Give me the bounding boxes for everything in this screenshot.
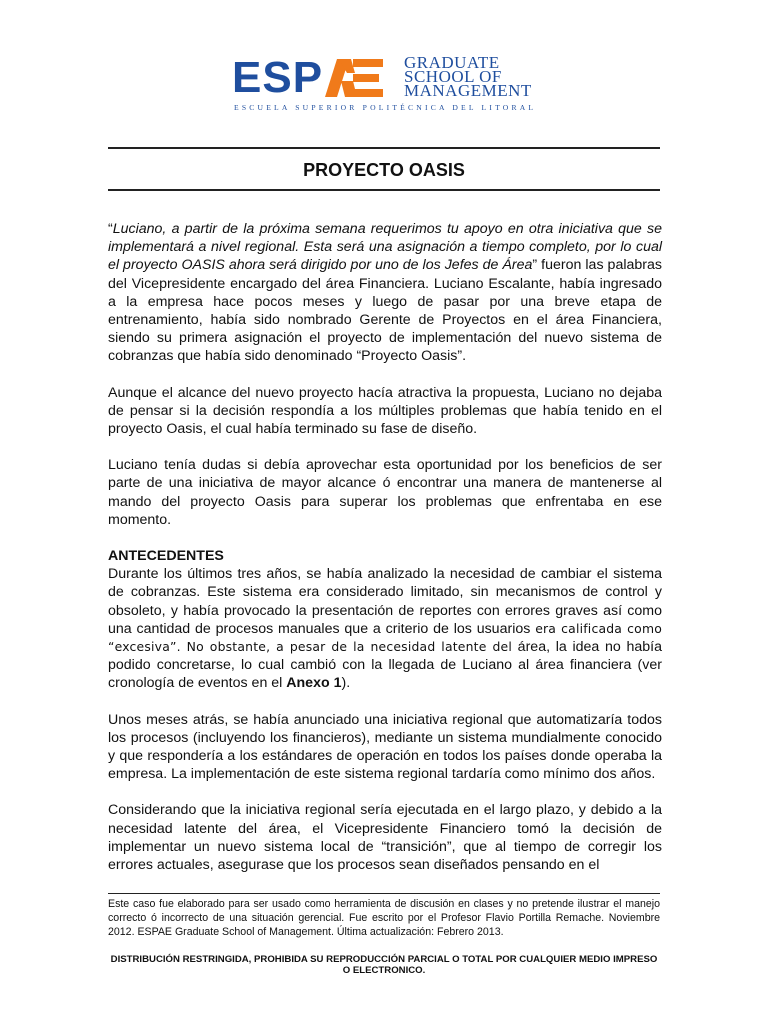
close-quote: ” bbox=[532, 257, 538, 274]
logo-school-line: SCHOOL OF bbox=[404, 67, 502, 86]
annex-reference: Anexo 1 bbox=[286, 675, 342, 692]
title-bottom-rule bbox=[108, 189, 660, 191]
ae-logo-mark-icon bbox=[325, 59, 383, 97]
title-top-rule bbox=[108, 147, 660, 149]
vp-quote: Luciano, a partir de la próxima semana requerimos tu apoyo en otra iniciativa que se implementará a nivel regional. Esta será una asignación a tiempo completo, por lo cual el proyecto OASIS ahora será dirigido por uno de los Jefes de Área bbox=[108, 221, 662, 274]
espae-logo bbox=[232, 53, 538, 118]
document-body bbox=[108, 220, 662, 892]
logo-school-line: MANAGEMENT bbox=[404, 81, 532, 100]
paragraph-transition: Considerando que la iniciativa regional sería ejecutada en el largo plazo, y debido a la necesidad latente del área, el Vicepresidente Financiero tomó la decisión de implementar un nuevo sistema local de “transición”, que al tiempo de corregir los errores actuales, asegurase que los procesos sean diseñados pensando en el bbox=[108, 802, 662, 874]
footnote: Este caso fue elaborado para ser usado como herramienta de discusión en clases y no pretende ilustrar el manejo correcto ó incorrecto de una situación gerencial. Fue escrito por el Profesor Flavio Portilla Remache. Noviembre 2012. ESPAE Graduate School of Management. Última actualización: Febrero 2013. bbox=[108, 898, 660, 938]
paragraph-intro bbox=[108, 220, 662, 366]
footnote-rule bbox=[108, 893, 660, 894]
paragraph-scope: Aunque el alcance del nuevo proyecto hacía atractiva la propuesta, Luciano no dejaba de pensar si la decisión respondía a los múltiples problemas que había tenido en el proyecto Oasis, el cual había terminado su fase de diseño. bbox=[108, 384, 662, 438]
section-heading-antecedentes: ANTECEDENTES bbox=[108, 548, 224, 565]
document-title: PROYECTO OASIS bbox=[303, 160, 465, 180]
background-text: ). bbox=[341, 675, 351, 692]
distribution-notice: DISTRIBUCIÓN RESTRINGIDA, PROHIBIDA SU REPRODUCCIÓN PARCIAL O TOTAL POR CUALQUIER MEDIO IMPRESO O ELECTRONICO. bbox=[110, 954, 658, 976]
logo-wordmark bbox=[232, 53, 383, 102]
logo-school-name bbox=[404, 53, 532, 100]
paragraph-intro-rest: fueron las palabras del Vicepresidente encargado del área Financiera. Luciano Escalante, había ingresado a la empresa hace pocos meses y luego de pasar por una breve etapa de entrenamiento, había sido nombrado Gerente de Proyectos en el área Financiera, siendo su primera asignación el proyecto de implementación del nuevo sistema de cobranzas que había sido denominado “Proyecto Oasis”. bbox=[108, 257, 662, 365]
background-text: Durante los últimos tres años, se había analizado la necesidad de cambiar el sistema de cobranzas. Este sistema era considerado limitado, sin mecanismos de control y obsoleto, y había provocado la presentación de reportes con errores graves así como una cantidad de procesos manuales que a criterio de los usuarios bbox=[108, 566, 662, 637]
paragraph-background bbox=[108, 565, 662, 692]
logo-brand-text: ESP bbox=[232, 53, 324, 102]
paragraph-doubts: Luciano tenía dudas si debía aprovechar esta oportunidad por los beneficios de ser parte de una iniciativa de mayor alcance ó encontrar una manera de mantenerse al mando del proyecto Oasis para superar los problemas que enfrentaba en ese momento. bbox=[108, 457, 662, 528]
logo-tagline: ESCUELA SUPERIOR POLITÉCNICA DEL LITORAL bbox=[234, 103, 537, 112]
open-quote: “ bbox=[108, 221, 113, 237]
paragraph-regional-initiative: Unos meses atrás, se había anunciado una iniciativa regional que automatizaría todos los procesos (incluyendo los financieros), mediante un sistema mundialmente conocido y que respondería a los estándares de operación en todos los países donde operaba la empresa. La implementación de este sistema regional tardaría como mínimo dos años. bbox=[108, 711, 662, 783]
background-text-alt: era calificada como “excesiva”. No obstante, a pesar de la necesidad latente del bbox=[108, 620, 662, 655]
background-text: área, la idea no había podido concretarse, lo cual cambió con la llegada de Luciano al área financiera (ver cronología de eventos en el bbox=[108, 639, 662, 692]
logo-school-line: GRADUATE bbox=[404, 53, 500, 72]
